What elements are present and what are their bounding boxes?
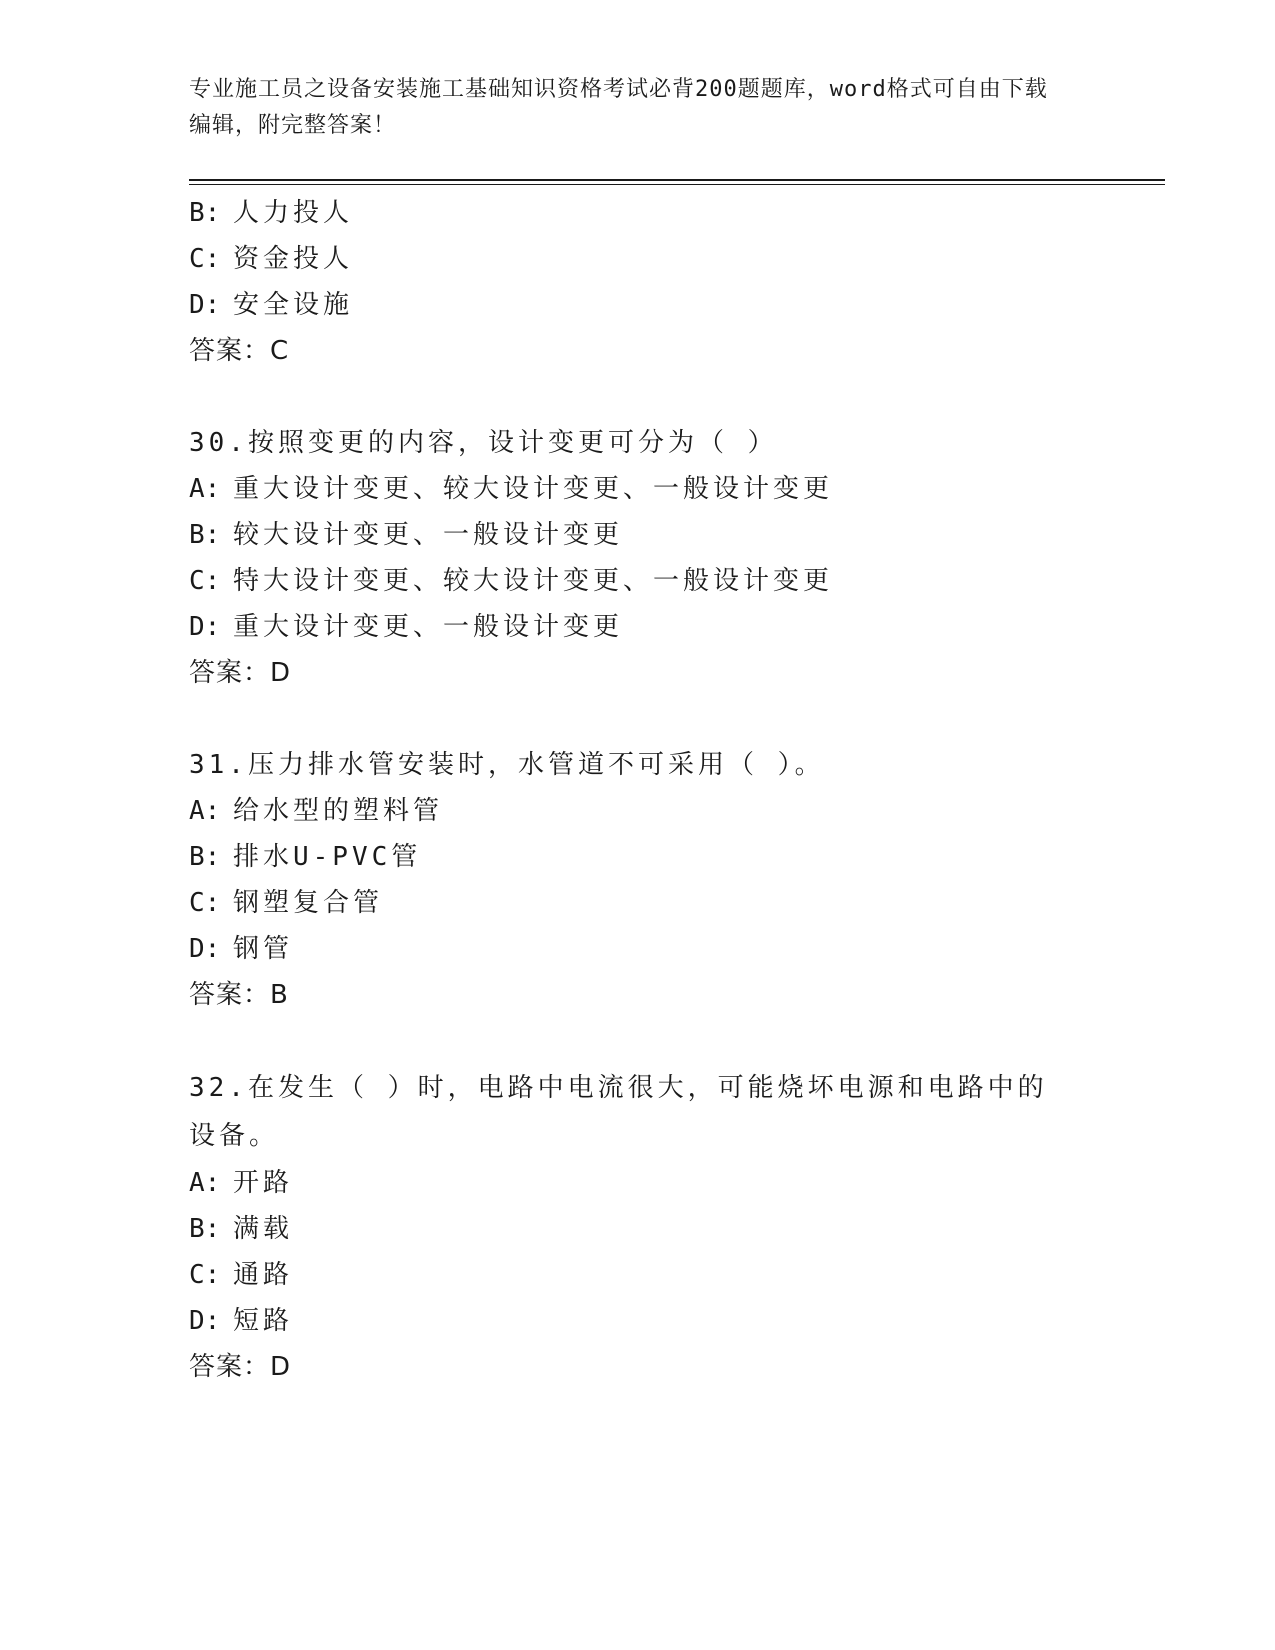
option-text: 排水U-PVC管 xyxy=(233,842,422,872)
option-letter: A: xyxy=(189,1168,221,1198)
question-list xyxy=(189,190,1149,1390)
option-text: 给水型的塑料管 xyxy=(233,796,444,826)
answer: 答案：D xyxy=(189,658,292,688)
option-letter: A: xyxy=(189,796,221,826)
option-letter: C: xyxy=(189,566,221,596)
question-31 xyxy=(189,742,1149,1018)
option-c xyxy=(189,236,1149,282)
document-title: 专业施工员之设备安装施工基础知识资格考试必背200题题库，word格式可自由下载编辑，附完整答案！ xyxy=(189,77,1048,138)
option-b xyxy=(189,512,1149,558)
answer: 答案：D xyxy=(189,1352,292,1382)
option-letter: B: xyxy=(189,198,221,228)
option-text: 满载 xyxy=(233,1214,294,1244)
option-b xyxy=(189,1206,1149,1252)
option-letter: D: xyxy=(189,612,221,642)
option-text: 较大设计变更、一般设计变更 xyxy=(233,520,624,550)
answer: 答案：C xyxy=(189,336,290,366)
option-text: 短路 xyxy=(233,1306,294,1336)
option-text: 人力投人 xyxy=(233,198,354,228)
option-c xyxy=(189,558,1149,604)
option-text: 重大设计变更、一般设计变更 xyxy=(233,612,624,642)
option-text: 资金投人 xyxy=(233,244,354,274)
option-letter: D: xyxy=(189,290,221,320)
option-letter: B: xyxy=(189,1214,221,1244)
partial-question xyxy=(189,190,1149,374)
question-30 xyxy=(189,420,1149,696)
option-d xyxy=(189,604,1149,650)
option-text: 钢塑复合管 xyxy=(233,888,384,918)
option-d xyxy=(189,1298,1149,1344)
option-letter: B: xyxy=(189,842,221,872)
option-b xyxy=(189,834,1149,880)
option-letter: D: xyxy=(189,934,221,964)
question-stem: 31.压力排水管安装时，水管道不可采用（ ）。 xyxy=(189,750,825,780)
option-letter: C: xyxy=(189,244,221,274)
option-d xyxy=(189,282,1149,328)
header-rule-thin xyxy=(189,184,1165,185)
option-c xyxy=(189,1252,1149,1298)
option-a xyxy=(189,788,1149,834)
page-header xyxy=(189,72,1069,144)
question-32 xyxy=(189,1064,1149,1390)
option-text: 通路 xyxy=(233,1260,294,1290)
option-b xyxy=(189,190,1149,236)
header-rule xyxy=(189,179,1165,181)
option-d xyxy=(189,926,1149,972)
option-a xyxy=(189,466,1149,512)
question-stem: 32.在发生（ ）时，电路中电流很大，可能烧坏电源和电路中的设备。 xyxy=(189,1073,1048,1151)
option-c xyxy=(189,880,1149,926)
option-letter: D: xyxy=(189,1306,221,1336)
option-text: 特大设计变更、较大设计变更、一般设计变更 xyxy=(233,566,834,596)
option-letter: C: xyxy=(189,1260,221,1290)
answer: 答案：B xyxy=(189,980,289,1010)
option-letter: B: xyxy=(189,520,221,550)
option-letter: C: xyxy=(189,888,221,918)
option-text: 安全设施 xyxy=(233,290,354,320)
option-text: 开路 xyxy=(233,1168,294,1198)
option-text: 钢管 xyxy=(233,934,294,964)
option-letter: A: xyxy=(189,474,221,504)
option-a xyxy=(189,1160,1149,1206)
question-stem: 30.按照变更的内容，设计变更可分为（ ） xyxy=(189,428,778,458)
option-text: 重大设计变更、较大设计变更、一般设计变更 xyxy=(233,474,834,504)
